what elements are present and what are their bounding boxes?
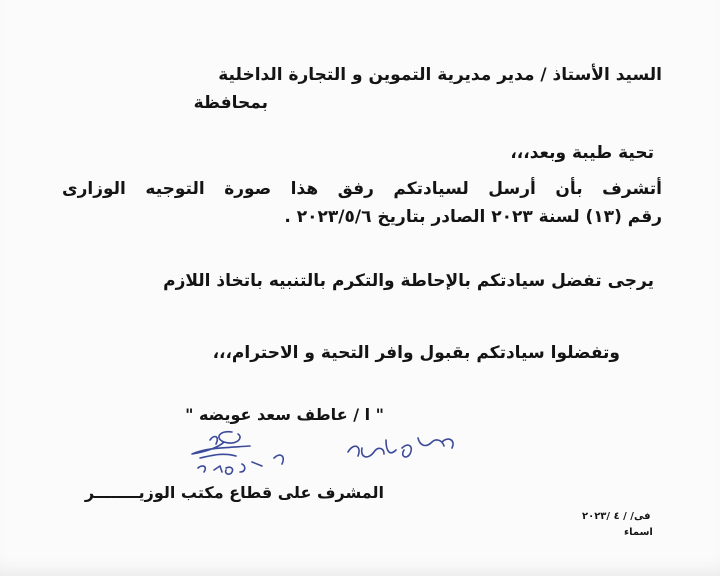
request-line: يرجى تفضل سيادتكم بالإحاطة والتكرم بالتنبيه باتخاذ اللازم bbox=[163, 271, 654, 291]
closing-line: وتفضلوا سيادتكم بقبول وافر التحية و الاحترام،،، bbox=[212, 343, 620, 363]
signatory-name: " ا / عاطف سعد عويضه " bbox=[185, 405, 384, 424]
body-line-1: أتشرف بأن أرسل لسيادتكم رفق هذا صورة التوجيه الوزارى bbox=[62, 179, 662, 199]
greeting-line: تحية طيبة وبعد،،، bbox=[510, 143, 654, 163]
footer-date: فى/ / ٤ /٢٠٢٣ bbox=[582, 511, 651, 522]
signatory-title: المشرف على قطاع مكتب الوزيــــــــر bbox=[84, 483, 384, 502]
governorate-line: بمحافظة bbox=[193, 93, 268, 113]
footer-names: اسماء bbox=[624, 527, 653, 538]
body-line-2: رقم (١٣) لسنة ٢٠٢٣ الصادر بتاريخ ٢٠٢٣/٥/٦ . bbox=[284, 207, 662, 227]
handwritten-signature bbox=[180, 418, 470, 488]
recipient-line: السيد الأستاذ / مدير مديرية التموين و التجارة الداخلية bbox=[218, 65, 662, 85]
